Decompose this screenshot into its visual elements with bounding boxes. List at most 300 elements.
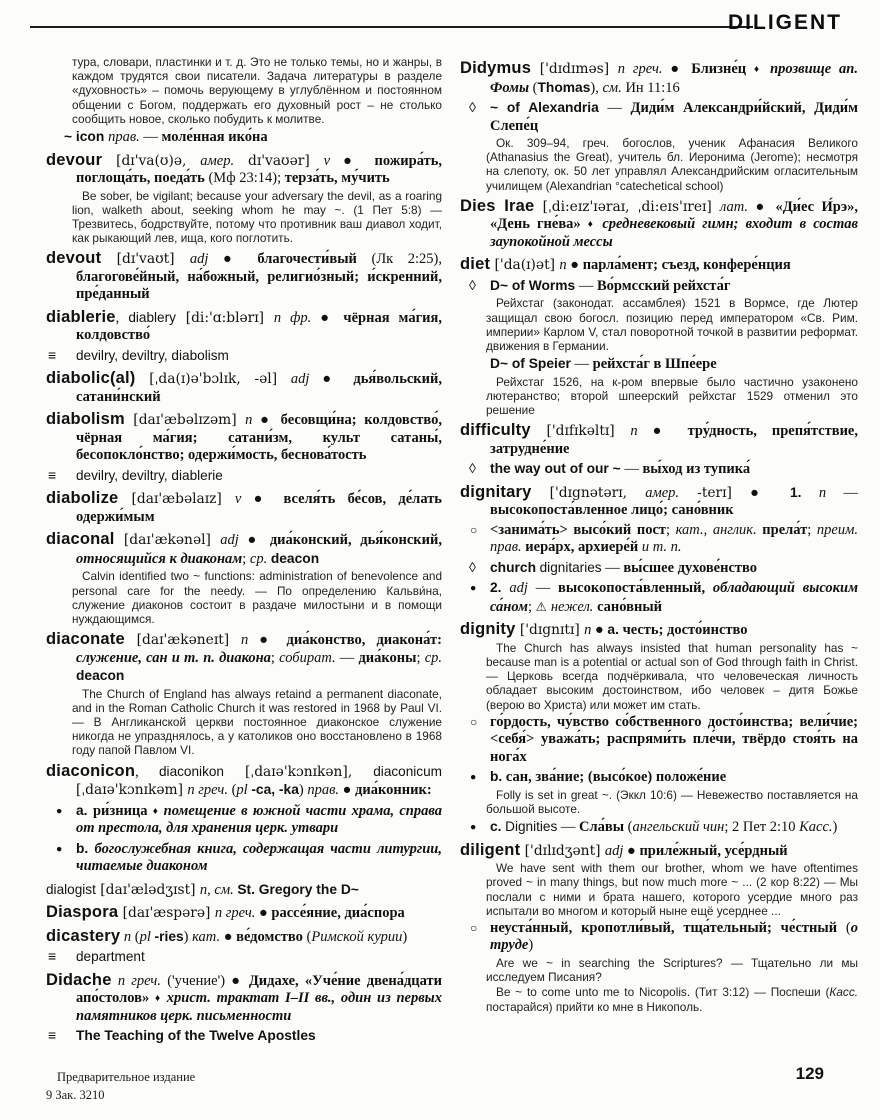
text-segment-b: диа́конство, диакона́т: (286, 632, 442, 649)
equivalent-marker: ≡ (48, 346, 57, 363)
running-head: DILIGENT (728, 11, 842, 34)
text-segment-hw: diablerie (46, 307, 116, 326)
text-segment-r: — (527, 580, 559, 597)
text-segment-b: дья́вольский, сатани́нский (76, 371, 442, 405)
text-segment-hw: diaconal (46, 530, 115, 549)
text-segment-bi: христ. трактат I–II вв., один из первых памятников церк. письменности (76, 990, 442, 1024)
text-segment-r: , (703, 521, 713, 538)
text-segment-i: кат. (192, 928, 221, 945)
sense-line (46, 948, 442, 967)
sense-line (46, 802, 442, 838)
bullet-marker: ● (470, 821, 477, 834)
text-segment-i: pl (139, 928, 151, 945)
text-segment-i: лат. (719, 198, 749, 215)
left-column (46, 55, 442, 1046)
text-segment-ph: [daɪ'æbəlɪzəm] (124, 412, 246, 429)
sense-line (46, 467, 442, 486)
text-segment-bi: о труде (490, 919, 858, 954)
text-segment-i: adj (189, 251, 209, 268)
sense-line (460, 99, 858, 135)
text-segment-i: n (240, 632, 249, 649)
text-segment-b: ри́зница (92, 802, 153, 819)
text-segment-r: , (115, 309, 129, 326)
text-segment-ph: [daɪ'ækəneɪt] (124, 632, 241, 649)
usage-example (486, 956, 858, 984)
text-segment-i: adj (509, 580, 528, 597)
text-segment-r: ● (248, 632, 287, 649)
text-segment-bs: a. (607, 622, 619, 638)
text-segment-i: n фр. (273, 309, 312, 326)
header-rule (30, 26, 753, 28)
bullet-marker: ● (470, 582, 477, 595)
text-segment-bs: b. (490, 769, 503, 785)
dictionary-entry (46, 370, 442, 406)
text-segment-hw: devour (46, 150, 103, 169)
text-segment-ex: We have sent with them our brother, whom we have oftentimes proved ~ in many things, but now much more ~ ... (2 кор 8:22) — Мы послали с ними и брата нашего, которого усердие много раз испытали во многом и который ныне ещё усерднее ... (486, 861, 858, 918)
dictionary-entry (460, 198, 858, 252)
text-segment-b: сано́вный (597, 598, 663, 615)
text-segment-i: см. (214, 881, 234, 898)
text-segment-r: ● (591, 622, 608, 639)
text-segment-w: ⚠ (535, 598, 551, 614)
text-segment-dm: ♦ (152, 805, 164, 817)
text-segment-r: ● (637, 423, 688, 440)
text-segment-sans: dignitaries (539, 559, 602, 575)
text-segment-i: v (234, 491, 242, 508)
text-segment-bs: D~ of Worms (490, 277, 576, 293)
text-segment-r: ● (330, 152, 375, 169)
text-segment-dm: ♦ (754, 64, 771, 75)
text-segment-ph: ['dɪgnɪtɪ] (515, 622, 585, 639)
text-segment-ph: [ˌda(ɪ)ə'bɔlɪk, -əl] (135, 371, 291, 388)
text-segment-r: — (575, 277, 597, 294)
text-segment-i: ср. (424, 649, 443, 666)
text-segment-b: терза́ть, му́чить (284, 170, 390, 187)
dictionary-entry (46, 763, 442, 800)
dictionary-entry (460, 621, 858, 640)
text-segment-b: рассе́яние, диа́спора (271, 905, 405, 922)
text-segment-r: ( (845, 919, 851, 936)
text-segment-r: ● (241, 491, 284, 508)
text-segment-ex: Рейхстаг (законодат. ассамблея) 1521 в Вормсе, где Лютер защищал свою богосл. позицию перед императором «Св. Рим. империи» Карлом V, стал поворотной точкой в развитии реформат. движения в Германии. (486, 296, 858, 353)
text-segment-b: рейхста́г в Шпе́ере (592, 356, 717, 373)
dictionary-entry (46, 972, 442, 1026)
sense-line (460, 277, 858, 296)
text-segment-ex: The Church has always insisted that human personality has ~ because man is a potential or actual son of God through faith in Christ. — Церковь всегда подчёркивала, что человеческая личность обладает высоким достоинством, ибо человек – дитя Божье (верою во Христа) или может им стать. (486, 640, 858, 712)
text-segment-ph: ['dɪlɪdʒənt] (520, 842, 605, 859)
text-segment-i: n (584, 622, 592, 639)
equivalent-marker: ≡ (48, 1027, 57, 1044)
text-segment-r: — (335, 649, 359, 666)
text-segment-bs: b. (76, 840, 95, 856)
sense-line (460, 559, 858, 578)
text-segment-hw: dignity (460, 620, 516, 639)
sense-line (460, 522, 858, 557)
text-segment-r: ( (624, 819, 633, 836)
text-segment-i: прав. (108, 129, 140, 146)
text-segment-r: ( (131, 928, 140, 945)
text-segment-sans: Dignities (505, 819, 558, 835)
text-segment-b: бесовщи́на; колдовство́, чёрная ма́гия; сатани́зм, культ сатаны́, бесопокло́нство; одержи́мость, беснова́тость (76, 412, 442, 464)
text-segment-r: ; (666, 521, 676, 538)
text-segment-r: ( (306, 928, 312, 945)
continuation-paragraph (72, 55, 442, 126)
text-segment-hw: diabolize (46, 489, 119, 508)
text-segment-bs: a. (76, 802, 93, 818)
usage-example (72, 569, 442, 626)
text-segment-bi: богослужебная книга, содержащая части литургии, читаемые диаконом (76, 840, 442, 875)
text-segment-ph: ['dɪfɪkəltɪ] (530, 423, 631, 440)
usage-example (486, 788, 858, 816)
phrase-line (64, 128, 442, 147)
text-segment-ex: Be sober, be vigilant; because your adversary the devil, as a roaring lion, walketh about, seeking whom he may ~. (1 Пет 5:8) — Трезвитесь, бодрствуйте, потому что противник ваш диавол ходит, как рыкающий лев, ища, кого поглотить. (72, 188, 442, 246)
text-segment-b: высокопоста́вленное лицо́; сано́вник (490, 502, 734, 519)
text-segment-i: ср. (249, 550, 268, 567)
text-segment-r: ● (566, 257, 583, 274)
dictionary-entry (460, 484, 858, 520)
text-segment-bs: The Teaching of the Twelve Apostles (76, 1028, 316, 1044)
text-segment-b: Дидахе, «Уче́ние двена́дцати апо́столов» (76, 972, 443, 1007)
text-segment-bs: c. (490, 819, 502, 835)
dictionary-entry (46, 152, 442, 188)
text-segment-i: Римской курии (311, 928, 403, 945)
text-segment-bs: deacon (76, 668, 125, 684)
text-segment-bi: обладающий высоким са́ном (490, 580, 859, 615)
usage-example (486, 375, 858, 418)
text-segment-b: ве́домство (236, 928, 307, 945)
text-segment-sans: devilry, deviltry, diablerie (76, 467, 223, 483)
circle-marker: ○ (470, 714, 478, 729)
text-segment-i: adj (290, 371, 310, 388)
text-segment-bi: средневековый гимн; входит в состав заупокойной мессы (490, 216, 858, 250)
text-segment-b: го́рдость, чу́вство со́бственного досто́инства; вели́чие; <себя́> уважа́ть; распрями́ть пле́чи, твёрдо стоя́ть на нога́х (490, 713, 858, 765)
usage-example (486, 136, 858, 193)
usage-example (486, 985, 858, 1013)
text-segment-sans: diaconicum (373, 763, 442, 779)
text-segment-ph: [daɪ'ælədʒɪst] (95, 881, 200, 898)
text-segment-hw: dignitary (460, 482, 532, 501)
dictionary-entry (46, 881, 442, 900)
text-segment-bs: -ries (154, 928, 184, 944)
sense-line (460, 920, 858, 955)
text-segment-i: прав. (307, 782, 340, 799)
text-segment-ex: Calvin identified two ~ functions: administration of benevolence and personal care for the needy. — По определению Кальви́на, служение диаконов состоит в раздаче милостыни и в помощи нуждающимся. (72, 569, 442, 626)
text-segment-bi: помещение в южной части храма, справа от престола, для хранения церк. утвари (76, 802, 443, 837)
usage-example (486, 296, 858, 353)
text-segment-bs: D~ of Speier (490, 356, 571, 372)
circle-marker: ○ (470, 522, 478, 537)
text-segment-r: — (826, 484, 859, 501)
text-segment-bs: 2. (490, 580, 502, 596)
text-segment-b: диа́конник: (355, 782, 432, 799)
text-segment-hw: diabolic(al) (46, 369, 136, 388)
text-segment-r: ● (309, 371, 354, 388)
text-segment-r: (Лк 2:25), (371, 251, 443, 268)
text-segment-r: ; (270, 649, 280, 666)
text-segment-bs: church (490, 559, 536, 575)
text-segment-r: ● (208, 251, 258, 268)
text-segment-bs: St. Gregory the D~ (237, 881, 359, 897)
text-segment-ph: [daɪ'æbəlaɪz] (118, 491, 235, 508)
text-segment-r: ● (238, 532, 270, 549)
text-segment-ph: [dɪ'va(ʊ)ə, (102, 152, 201, 169)
text-segment-sans: department (76, 949, 145, 965)
edition-note: Предварительное издание (57, 1070, 196, 1084)
text-segment-r: ● (750, 484, 790, 501)
text-segment-b: чёрная ма́гия, колдовство́ (76, 309, 442, 344)
text-segment-i: n (199, 881, 208, 898)
equivalent-marker: ≡ (48, 466, 57, 483)
text-segment-i: adj (220, 532, 239, 549)
text-segment-ph: [di:'ɑ:blərɪ] (175, 309, 274, 326)
text-segment-hw: Didymus (460, 59, 532, 77)
usage-example (72, 687, 442, 758)
sense-line (46, 347, 442, 366)
text-segment-ph: [daɪ'ækənəl] (114, 532, 221, 549)
text-segment-b: иера́рх, архиере́й (525, 539, 639, 556)
text-segment-r: — (139, 129, 162, 146)
text-segment-r: ● (339, 782, 356, 799)
text-segment-r (801, 485, 818, 501)
bullet-marker: ● (56, 842, 63, 855)
text-segment-r: — (620, 461, 643, 478)
sense-line (46, 1027, 442, 1046)
text-segment-hw: diaconicon (46, 761, 136, 780)
page-number: 129 (795, 1064, 824, 1083)
text-segment-b: диа́коны (358, 649, 417, 666)
text-segment-b: Близне́ц (691, 61, 755, 77)
text-segment-r: , (207, 881, 215, 898)
text-segment-b: Во́рмсский рейхста́г (596, 277, 731, 294)
dictionary-entry (46, 490, 442, 526)
text-segment-hw: diligent (460, 840, 521, 859)
text-segment-i: кат. (675, 521, 704, 538)
text-segment-b: вселя́ть бе́сов, де́лать одержи́мым (76, 491, 442, 525)
text-segment-i: n греч. (214, 905, 256, 922)
text-segment-r: ) (528, 937, 534, 954)
text-segment-r: — (557, 819, 580, 836)
text-segment-r: ( (529, 79, 538, 96)
text-segment-i: v (323, 152, 331, 169)
text-segment-r: ● (311, 309, 344, 326)
text-segment-i: n (630, 423, 638, 440)
text-segment-b: благогове́йный, на́божный, религио́зный; и́скренний, пре́данный (76, 268, 442, 303)
text-segment-ex: Ок. 309–94, греч. богослов, ученик Афанасия Великого (Athanasius the Great), учитель бл. Иеронима (Jerome); несмотря на слепоту, ок. 50 лет управлял Александрийским огласительным училищем (Alexandrian °catechetical school) (486, 136, 858, 193)
dictionary-entry (46, 250, 442, 304)
text-segment-bs: Thomas (537, 79, 591, 95)
text-segment-b: честь; досто́инство (622, 622, 748, 639)
text-segment-i: n (818, 484, 827, 501)
usage-example (486, 861, 858, 918)
text-segment-r: — (570, 356, 593, 373)
sense-line (46, 840, 442, 876)
text-segment-i: n греч. (117, 972, 161, 989)
text-segment-i: амер. (200, 152, 235, 169)
text-segment-ex: Are we ~ in searching the Scriptures? — Тщательно ли мы исследуем Писания? (486, 955, 858, 985)
text-segment-b: сан, зва́ние; (высо́кое) положе́ние (505, 769, 727, 786)
text-segment-r: ● (252, 412, 281, 429)
diamond-marker: ◊ (469, 278, 476, 294)
text-segment-i: n греч. (187, 782, 228, 799)
dictionary-entry (460, 842, 858, 861)
sense-line (460, 460, 858, 479)
text-segment-hw: diabolism (46, 410, 125, 429)
text-segment-hw: diaconate (46, 630, 125, 649)
text-segment-i: n (245, 412, 253, 429)
dictionary-entry (460, 256, 858, 275)
text-segment-ex: Folly is set in great ~. (Эккл 10:6) — Невежество поставляется на большой высоте. (486, 787, 858, 816)
text-segment-b: благочести́вый (257, 251, 372, 268)
dictionary-entry (46, 531, 442, 568)
text-segment-r: — (601, 559, 624, 576)
text-segment-i: англик. (712, 521, 757, 538)
text-segment-bi: относящийся к диаконам (76, 550, 243, 567)
text-segment-ph: ['dɪgnətərɪ, (531, 484, 646, 501)
sense-line (460, 768, 858, 787)
text-segment-ex: постарайся) прийти ко мне в Никополь. (486, 999, 703, 1014)
text-segment-b: моле́нная ико́на (161, 129, 268, 146)
dictionary-entry (460, 60, 858, 97)
text-segment-ph: -terɪ] (679, 484, 751, 501)
text-segment-i: собират. (279, 649, 336, 666)
sense-line (460, 714, 858, 767)
text-segment-hw: difficulty (460, 421, 531, 440)
text-segment-i: pl (236, 782, 248, 799)
text-segment-bs: -ca, -ka (251, 782, 299, 798)
dictionary-entry (46, 928, 442, 947)
text-segment-ex: Рейхстаг 1526, на к-ром впервые было частично узаконено лютеранство; второй шпеерский рейхстаг 1529 отменил это решение (486, 374, 858, 418)
text-segment-r: ; (416, 649, 425, 666)
text-segment-ph: ['da(ɪ)ət] (490, 257, 560, 274)
text-segment-i: adj (604, 842, 624, 859)
text-segment-b: прела́т (762, 521, 808, 538)
text-segment-hw: dicastery (46, 926, 121, 945)
text-segment-ex: Be ~ to come unto me to Nicopolis. (Тит 3:12) — Поспеши ( (496, 985, 830, 1000)
text-segment-r: ; (807, 521, 817, 538)
text-segment-sans: diablery (128, 309, 176, 325)
text-segment-bi: служение, сан и т. п. диакона (76, 649, 271, 666)
text-segment-ph: [ˌdaɪə'kɔnɪkəm] (76, 782, 188, 799)
text-segment-bs: ~ icon (64, 129, 109, 145)
text-segment-b: пожира́ть, поглоща́ть, поеда́ть (76, 152, 442, 187)
text-segment-sans: devilry, deviltry, diabolism (76, 347, 229, 363)
equivalent-marker: ≡ (48, 948, 57, 965)
text-segment-b: Диди́м Александри́йский, Диди́м Слепе́ц (490, 100, 859, 134)
text-segment-b: высокопоста́вленный, (558, 580, 713, 597)
usage-example (486, 641, 858, 712)
text-segment-ph: [ˌdaɪə'kɔnɪkən], (224, 763, 374, 780)
text-segment-b: парла́мент; съезд, конфере́нция (582, 257, 791, 274)
text-segment-r: ● (255, 905, 272, 922)
text-segment-bi: прозвище ап. Фомы (490, 61, 859, 96)
dictionary-entry (460, 422, 858, 458)
text-segment-bs: 1. (789, 484, 802, 500)
text-segment-ph: ['dɪdɪməs] (531, 61, 618, 77)
text-segment-r: ; 2 Пет 2:10 (724, 819, 800, 836)
text-segment-r: ● (662, 61, 692, 77)
print-order-note: 9 Зак. 3210 (46, 1088, 105, 1102)
text-segment-r: ) (298, 782, 308, 799)
dictionary-entry (46, 631, 442, 686)
text-segment-i: Касс. (799, 819, 833, 836)
circle-marker: ○ (470, 920, 478, 935)
text-segment-b: тру́дность, препя́тствие, затрудне́ние (490, 423, 858, 457)
text-segment-bs: ~ of Alexandria (490, 100, 599, 115)
text-segment-r: ● (220, 928, 237, 945)
text-segment-r: ) (832, 819, 838, 836)
diamond-marker: ◊ (469, 462, 476, 478)
text-segment-r: ; (528, 598, 536, 615)
dictionary-entry (46, 309, 442, 345)
text-segment-i: n греч. (617, 61, 663, 77)
sense-line (460, 818, 858, 837)
text-segment-r: Ин 11:16 (621, 79, 680, 96)
text-segment-r: ; (242, 550, 250, 567)
text-segment-b: <занима́ть> высо́кий пост (490, 521, 667, 538)
sub-entry-line (490, 355, 858, 374)
text-segment-ph: [dɪ'vaʊt] (101, 251, 190, 268)
bullet-marker: ● (470, 771, 477, 784)
text-segment-r: ● (623, 842, 640, 859)
text-segment-dm: ♦ (154, 993, 167, 1005)
text-segment-r: ● (748, 198, 776, 215)
text-segment-i: нежел. (550, 598, 594, 615)
text-segment-ph: dɪ'vaʊər] (234, 152, 324, 169)
bullet-marker: ● (56, 804, 63, 817)
text-segment-b: вы́сшее духове́нство (623, 559, 758, 576)
text-segment-r: , (135, 763, 159, 780)
sense-line (460, 579, 858, 616)
dictionary-entry (46, 904, 442, 923)
text-segment-ex: The Church of England has always retaind a permanent diaconate, and in the Roman Catholic Church it was restored in 1968 by Paul VI. — В Англиканской церкви постоянное диаконское служение никогда не упразднялось, а у католиков оно восстановлено в 1968 году папой Павлом VI. (72, 686, 442, 758)
text-segment-bs: the way out of our ~ (490, 461, 621, 477)
text-segment-b: «Ди́ес И́рэ», «День гне́ва» (490, 198, 858, 233)
text-segment-i: амер. (645, 484, 680, 501)
text-segment-hw: Dies Irae (460, 196, 535, 215)
text-segment-hw: Diaspora (46, 903, 119, 922)
text-segment-r: (Мф 23:14); (208, 170, 285, 187)
text-segment-sans: diaconikon (159, 763, 224, 779)
text-segment-hw: Didache (46, 970, 112, 989)
text-segment-ph: [daɪ'æspərə] (118, 905, 215, 922)
usage-example (72, 189, 442, 246)
text-segment-r: ) (402, 928, 408, 945)
text-segment-ex: тура, словари, пластинки и т. д. Это не только темы, но и жанры, в каждом трудятся свои писатели. Задача литературы в разделе «духовность» – помочь верующему в углублённом и постоянном общении с Богом, поддержать его духовный рост – не столько сообщить новое, сколько побудить к молитве. (72, 55, 442, 126)
diamond-marker: ◊ (469, 101, 476, 116)
text-segment-r: — (598, 100, 631, 116)
text-segment-b: диа́конский, дья́конский, (269, 532, 442, 549)
text-segment-b: неуста́нный, кропотли́вый, тща́тельный; че́стный (490, 919, 846, 936)
text-segment-i: n (559, 257, 567, 274)
text-segment-ph: [ˌdi:eɪz'ɪəraɪ, ˌdi:eɪs'ɪreɪ] (534, 198, 720, 215)
text-segment-r: ('учение') ● (160, 972, 249, 989)
text-segment-i: и т. п. (641, 539, 682, 556)
text-segment-i: см. (602, 79, 622, 96)
text-segment-hw: devout (46, 249, 102, 268)
text-segment-b: приле́жный, усе́рдный (639, 842, 788, 859)
text-segment-r: ), (590, 79, 603, 96)
text-segment-i: преим. прав. (490, 521, 858, 556)
text-segment-i: ангельский чин (632, 819, 725, 836)
text-segment-i: n (123, 928, 132, 945)
text-segment-r: ) (183, 928, 193, 945)
text-segment-hw: diet (460, 255, 491, 274)
diamond-marker: ◊ (469, 560, 476, 576)
text-segment-b: Сла́вы (579, 819, 625, 836)
text-segment-dm: ♦ (587, 219, 603, 231)
right-column (460, 55, 858, 1014)
text-segment-sans: dialogist (46, 881, 96, 897)
